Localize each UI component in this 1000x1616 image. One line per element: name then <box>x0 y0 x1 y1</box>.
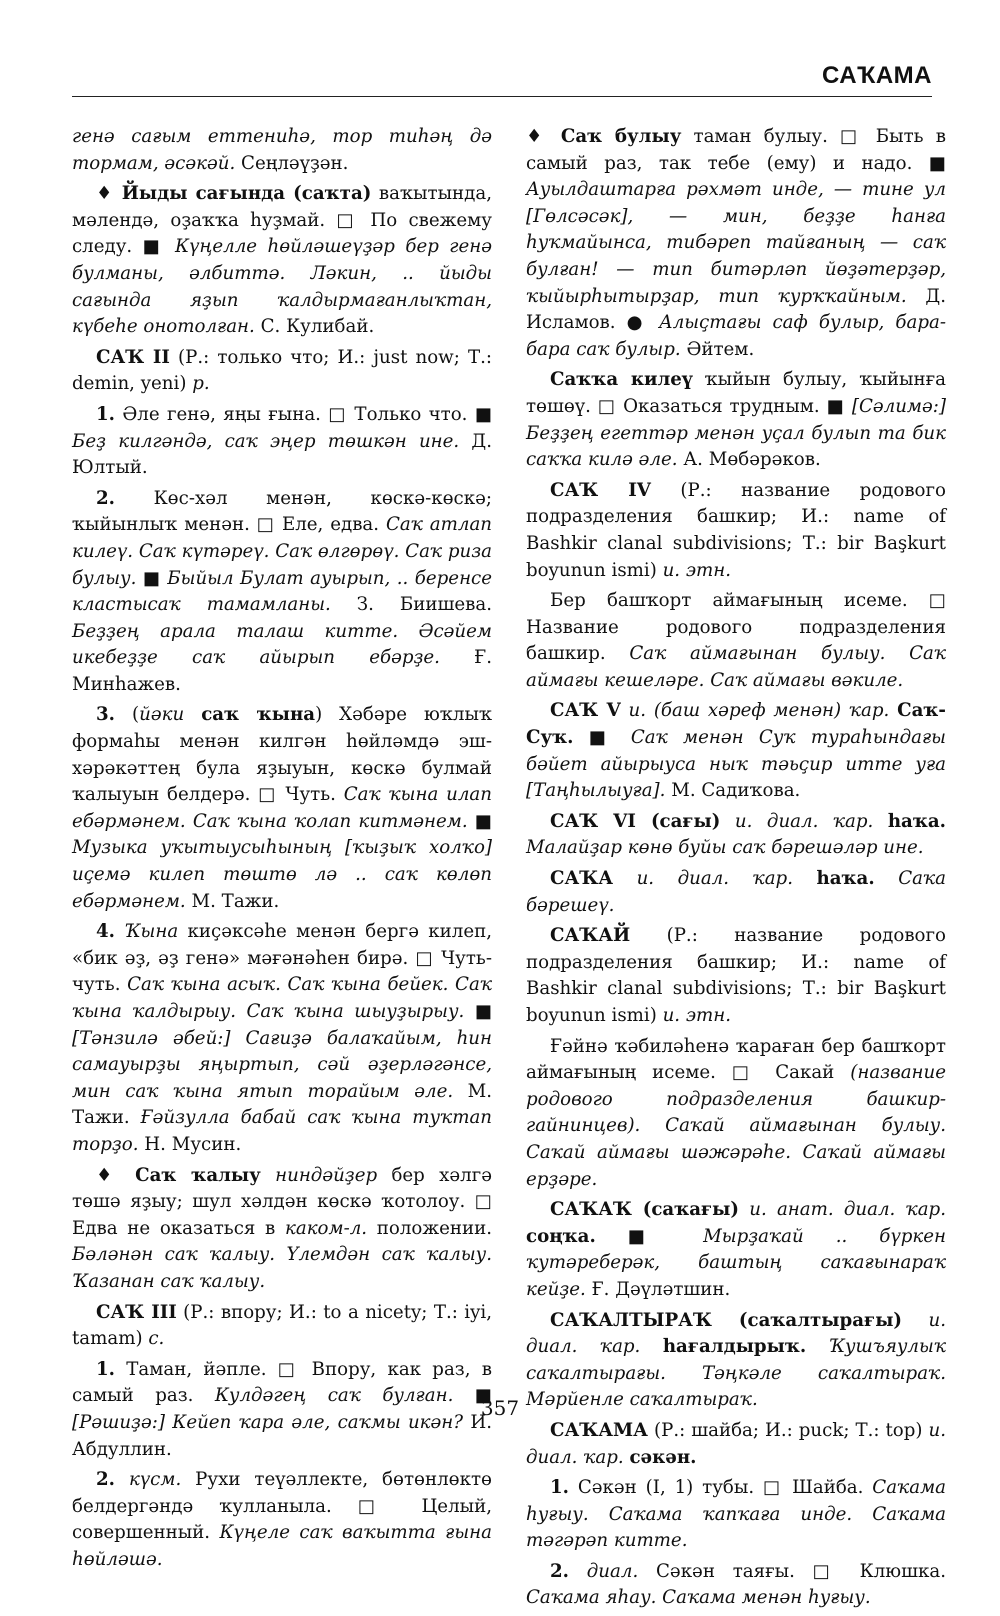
right-entry-paragraph: 1. Сәкән (I, 1) тубы. □ Шайба. Саҡама һуғыу. Саҡама ҡапҡаға инде. Саҡама тәгәрәп китте. <box>526 1477 946 1552</box>
left-entry-paragraph: ♦ Йыды сағында (саҡта) ваҡытында, мәлендә, оҙаҡҡа һуҙмай. □ По свежему следу. ■ Күңелле һөйләшеүҙәр бер генә булманы, әлбиттә. Ләкин, .. йыды сағында яҙып ҡалдырмағанлыҡтан, күбеһе онотолған. С. Кулибай. <box>72 183 493 338</box>
left-entry-paragraph: 1. Таман, йәпле. □ Впору, как раз, в самый раз. Кулдәгең саҡ булған. ■ [Рәшиҙә:] Кейеп ҡара әле, саҡмы икән? И. Абдуллин. <box>72 1358 492 1460</box>
left-column <box>72 124 492 1577</box>
right-entry-paragraph: САҠ VI (сағы) и. диал. ҡар. һаҡа. Малайҙар көнө буйы саҡ бәрешәләр ине. <box>526 810 946 859</box>
right-entry-paragraph: САҠА и. диал. ҡар. һаҡа. Саҡа бәрешеү. <box>526 868 946 916</box>
right-entry-paragraph: САҠАМА (Р.: шайба; И.: puck; Т.: top) и. диал. ҡар. сәкән. <box>526 1419 946 1468</box>
left-entry-paragraph: САҠ III (Р.: впору; И.: to a nicety; Т.: iyi, tamam) с. <box>72 1301 492 1350</box>
right-entry-paragraph: САҠАЙ (Р.: название родового подразделения башкир; И.: name of Bashkir clanal subdivisions; Т.: bir Başkurt boyunun ismi) и. этн. <box>526 925 946 1026</box>
left-entry-paragraph: 3. (йәки саҡ ҡына) Хәбәре юҡлыҡ формаһы менән килгән һөйләмдә эш-хәрәкәттең була яҙыуын, көскә булмай ҡалыуын белдерә. □ Чуть. Саҡ ҡына илап ебәрмәнем. Саҡ ҡына ҡолап китмәнем. ■ Музыка уҡытыусыһының [ҡыҙыҡ холҡо] иҫемә килеп төштө лә .. саҡ көлөп ебәрмәнем. М. Тажи. <box>72 704 492 912</box>
right-entry-paragraph: ♦ Саҡ булыу таман булыу. □ Быть в самый раз, так тебе (ему) и надо. ■ Ауылдаштарға рәхмәт инде, — тине ул [Гөлсәсәк], — мин, беҙҙе һанға һуҡмайынса, тибәреп тайғаның — саҡ булған! — тип битәрләп йөҙәтерҙәр, ҡыйырһытырҙар, тип ҡурҡҡайным. Д. Исламов. ● Алыҫтағы саф булыр, бара-бара саҡ булыр. Әйтем. <box>526 126 946 360</box>
header-rule <box>72 96 932 97</box>
left-entry-paragraph: 2. Көс-хәл менән, көскә-көскә; ҡыйынлыҡ менән. □ Еле, едва. Саҡ атлап килеү. Саҡ күтәреү. Саҡ өлгөрөү. Саҡ риза булыу. ■ Быйыл Булат ауырып, .. беренсе кластыcаҡ тамамланы. З. Биишева. Беҙҙең арала талаш китте. Әсәйем икебеҙҙе саҡ айырып ебәрҙе. Ғ. Минһажев. <box>72 487 493 695</box>
right-entry-paragraph: САҠАҠ (саҡағы) и. анат. диал. ҡар. соңҡа. ■ Мырҙаҡай .. бүркен ҡутәреберәк, баштың саҡағынараҡ кейҙе. Ғ. Дәүләтшин. <box>526 1199 947 1300</box>
right-entry-paragraph: Ғәйнә ҡәбиләһенә ҡараған бер башҡорт аймағының исеме. □ Сакай (название родового подразделения башкир-гайнинцев). Саҡай аймағынан булыу. Саҡай аймағы шәжәрәһе. Саҡай аймағы ерҙәре. <box>526 1035 946 1190</box>
left-entry-paragraph: САҠ II (Р.: только что; И.: just now; Т.: demin, yeni) р. <box>72 346 492 395</box>
right-entry-paragraph: САҠ V и. (баш хәреф менән) ҡар. Саҡ-Суҡ. ■ Саҡ менән Суҡ тураһындағы бәйет айырыуса ныҡ тәьҫир итте уға [Таңһылыуға]. М. Садиҡова. <box>526 700 946 802</box>
right-entry-paragraph: Саҡҡа килеү ҡыйын булыу, ҡыйынға төшөү. □ Оказаться трудным. ■ [Сәлимә:] Беҙҙең егеттәр менән уҫал булып та бик саҡҡа килә әле. А. Мөбәрәков. <box>526 369 946 471</box>
left-entry-paragraph: ♦ Саҡ ҡалыу ниндәйҙер бер хәлгә төшә яҙыу; шул хәлдән көскә ҡотолоу. □ Едва не оказаться в каком-л. положении. Бәләнән саҡ ҡалыу. Үлемдән саҡ ҡалыу. Ҡазанан саҡ ҡалыу. <box>72 1164 492 1292</box>
right-entry-paragraph: САҠАЛТЫРАҠ (саҡалтырағы) и. диал. ҡар. һағалдырыҡ. Ҡушъяулыҡ саҡалтырағы. Тәңкәле саҡалтыраҡ. Мәрйенле саҡалтыраҡ. <box>526 1309 946 1411</box>
left-entry-paragraph: 2. күсм. Рухи теүәллекте, бөтөнлөктө белдергәндә ҡулланыла. □ Целый, совершенный. Күңеле саҡ ваҡытта ғына һөйләшә. <box>72 1469 492 1570</box>
right-entry-paragraph: САҠ IV (Р.: название родового подразделения башкир; И.: name of Bashkir clanal subdivisions; Т.: bir Başkurt boyunun ismi) и. этн. <box>526 479 946 581</box>
running-header-headword: САҠАМА <box>822 62 932 89</box>
left-entry-paragraph: 4. Ҡына киҫәксәһе менән бергә килеп, «бик әҙ, әҙ генә» мәғәнәһен бирә. □ Чуть-чуть. Саҡ ҡына асыҡ. Саҡ ҡына бейек. Саҡ ҡына ҡалдырыу. Саҡ ҡына шыуҙырыу. ■ [Тәнзилә әбей:] Сағиҙә балаҡайым, һин самауырҙы яңыртып, сәй әҙерләгәнсе, мин саҡ ҡына ятып торайым әле. М. Тажи. Ғәйзулла бабай саҡ ҡына туҡтап торҙо. Н. Мусин. <box>72 921 493 1155</box>
page-number: 357 <box>480 1396 520 1420</box>
right-entry-paragraph: 2. диал. Сәкән таяғы. □ Клюшка. Саҡама яһау. Саҡама менән һуғыу. <box>526 1560 946 1609</box>
right-column <box>526 124 946 1616</box>
left-entry-paragraph: 1. Әле генә, яңы ғына. □ Только что. ■ Беҙ килгәндә, саҡ эңер төшкән ине. Д. Юлтый. <box>72 403 492 479</box>
right-entry-paragraph: Бер башҡорт аймағының исеме. □ Название родового подразделения башкир. Саҡ аймағынан булыу. Саҡ аймағы кешеләре. Саҡ аймағы вәкиле. <box>526 590 947 691</box>
left-entry-paragraph: генә сағым еттениһә, тор тиһәң дә тормам, әсәкәй. Сеңләүҙән. <box>72 126 492 174</box>
